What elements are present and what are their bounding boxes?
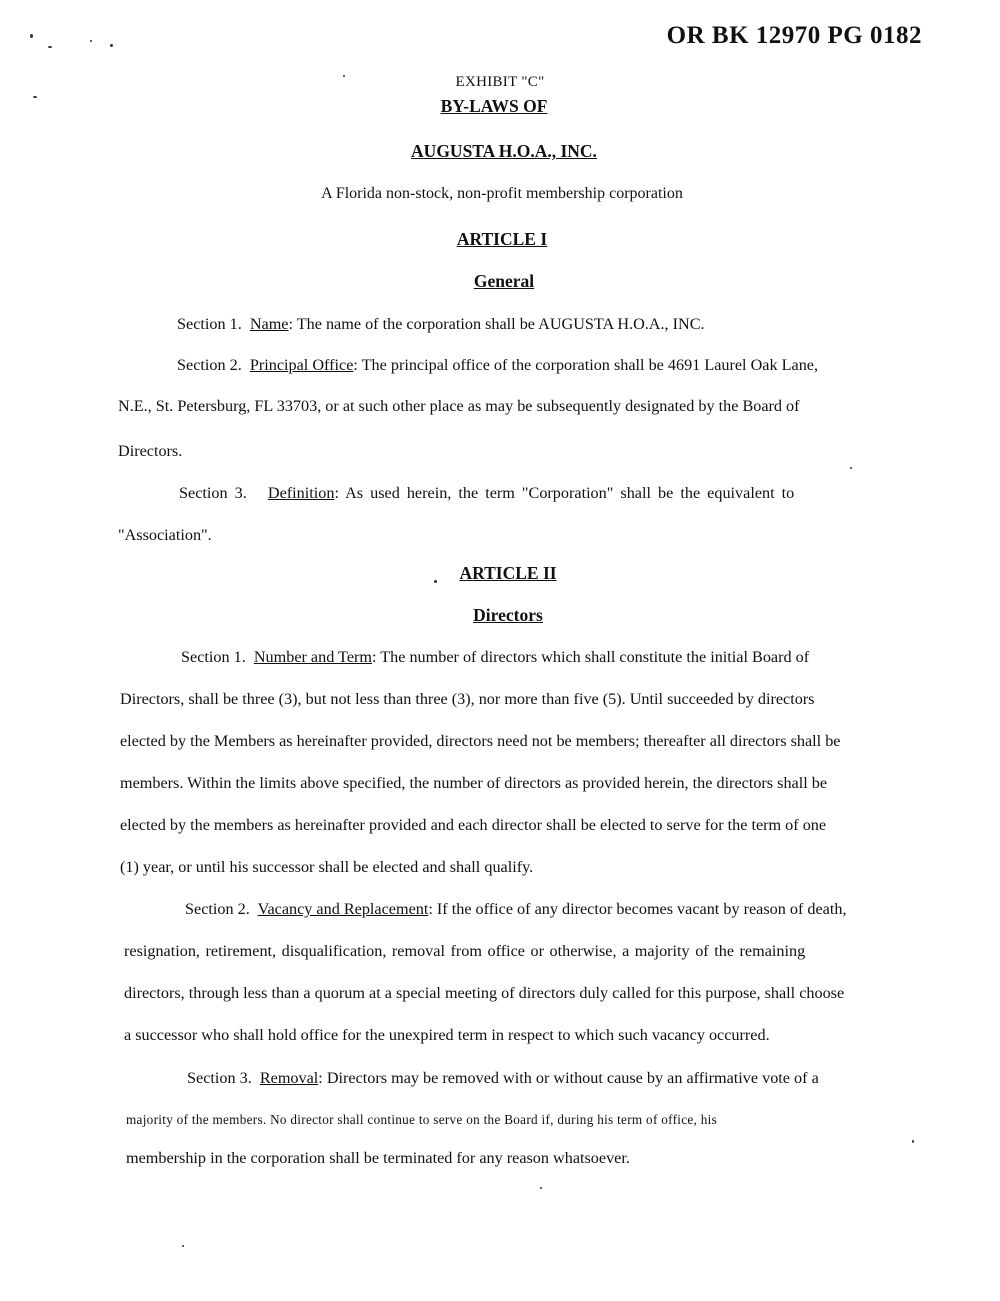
art1-sec2-prefix: Section 2.	[177, 356, 242, 374]
art2-sec1-line5: elected by the members as hereinafter provided and each director shall be elected to serve for the term of one	[120, 816, 827, 834]
art1-sec2-term: Principal Office	[249, 356, 354, 374]
art2-sec3-line3: membership in the corporation shall be terminated for any reason whatsoever.	[126, 1149, 630, 1167]
article-1-subheading-text: General	[473, 271, 535, 291]
art2-sec3-term: Removal	[259, 1069, 319, 1087]
art1-sec3-prefix: Section 3.	[179, 484, 247, 502]
scan-speck	[912, 1140, 914, 1143]
article-1-subheading	[4, 271, 1000, 292]
scan-speck	[182, 1245, 184, 1247]
article-1-heading	[2, 229, 1000, 250]
art2-sec1-line3: elected by the Members as hereinafter provided, directors need not be members; thereafter all directors shall be	[120, 732, 841, 750]
scan-speck	[90, 40, 92, 42]
art1-sec2-line1	[177, 355, 818, 375]
scan-speck	[850, 467, 852, 469]
art2-sec2-term: Vacancy and Replacement	[257, 900, 429, 918]
art1-sec2-text: : The principal office of the corporation shall be 4691 Laurel Oak Lane,	[353, 356, 819, 374]
art1-sec2-line3: Directors.	[118, 442, 183, 460]
document-subtitle: A Florida non-stock, non-profit membership corporation	[321, 185, 683, 202]
corporation-name-text: AUGUSTA H.O.A., INC.	[411, 141, 597, 161]
corporation-name	[4, 141, 1000, 162]
art2-sec2-prefix: Section 2.	[185, 900, 250, 918]
art2-sec3-prefix: Section 3.	[187, 1069, 252, 1087]
art2-sec1-term: Number and Term	[253, 648, 372, 666]
art2-sec3-text: : Directors may be removed with or without cause by an affirmative vote of a	[318, 1069, 819, 1087]
art2-sec3-line1	[187, 1068, 819, 1088]
art2-sec1-line4: members. Within the limits above specified, the number of directors as provided herein, the directors shall be	[120, 774, 828, 792]
art1-sec1	[177, 314, 705, 334]
art1-sec2-line2: N.E., St. Petersburg, FL 33703, or at such other place as may be subsequently designated by the Board of	[118, 397, 800, 415]
art1-sec1-prefix: Section 1.	[177, 315, 242, 333]
official-record-book-reference: OR BK 12970 PG 0182	[666, 22, 922, 49]
art1-sec3-text: : As used herein, the term "Corporation" shall be the equivalent to	[334, 484, 795, 502]
art2-sec1-text: : The number of directors which shall constitute the initial Board of	[372, 648, 810, 666]
art2-sec1-line1	[181, 647, 809, 667]
scan-speck	[540, 1187, 542, 1189]
article-2-subheading	[8, 605, 1000, 626]
art1-sec3-line1	[179, 483, 794, 503]
art2-sec2-text: : If the office of any director becomes vacant by reason of death,	[428, 900, 847, 918]
article-2-heading	[8, 563, 1000, 584]
art2-sec1-line2: Directors, shall be three (3), but not less than three (3), nor more than five (5). Until succeeded by directors	[120, 690, 815, 708]
art2-sec1-prefix: Section 1.	[181, 648, 246, 666]
art1-sec3-term: Definition	[267, 484, 335, 502]
bylaws-title	[0, 96, 994, 117]
scan-speck	[30, 34, 33, 38]
art1-sec1-text: : The name of the corporation shall be AUGUSTA H.O.A., INC.	[288, 315, 705, 333]
exhibit-label: EXHIBIT "C"	[455, 74, 545, 90]
art2-sec2-line1	[185, 899, 847, 919]
scan-speck	[48, 46, 52, 48]
art1-sec1-term: Name	[249, 315, 289, 333]
art1-sec3-line2: "Association".	[118, 526, 212, 544]
article-2-heading-text: ARTICLE II	[459, 563, 557, 583]
art2-sec2-line4: a successor who shall hold office for the unexpired term in respect to which such vacancy occurred.	[124, 1026, 770, 1044]
article-1-heading-text: ARTICLE I	[456, 229, 548, 249]
article-2-subheading-text: Directors	[473, 605, 543, 625]
art2-sec3-line2: majority of the members. No director shall continue to serve on the Board if, during his term of office, his	[126, 1112, 718, 1127]
art2-sec2-line3: directors, through less than a quorum at a special meeting of directors duly called for this purpose, shall choose	[124, 984, 845, 1002]
scan-speck	[110, 44, 113, 47]
bylaws-title-text: BY-LAWS OF	[440, 96, 548, 116]
art2-sec2-line2: resignation, retirement, disqualification, removal from office or otherwise, a majority of the remaining	[124, 942, 806, 960]
art2-sec1-line6: (1) year, or until his successor shall be elected and shall qualify.	[120, 858, 534, 876]
